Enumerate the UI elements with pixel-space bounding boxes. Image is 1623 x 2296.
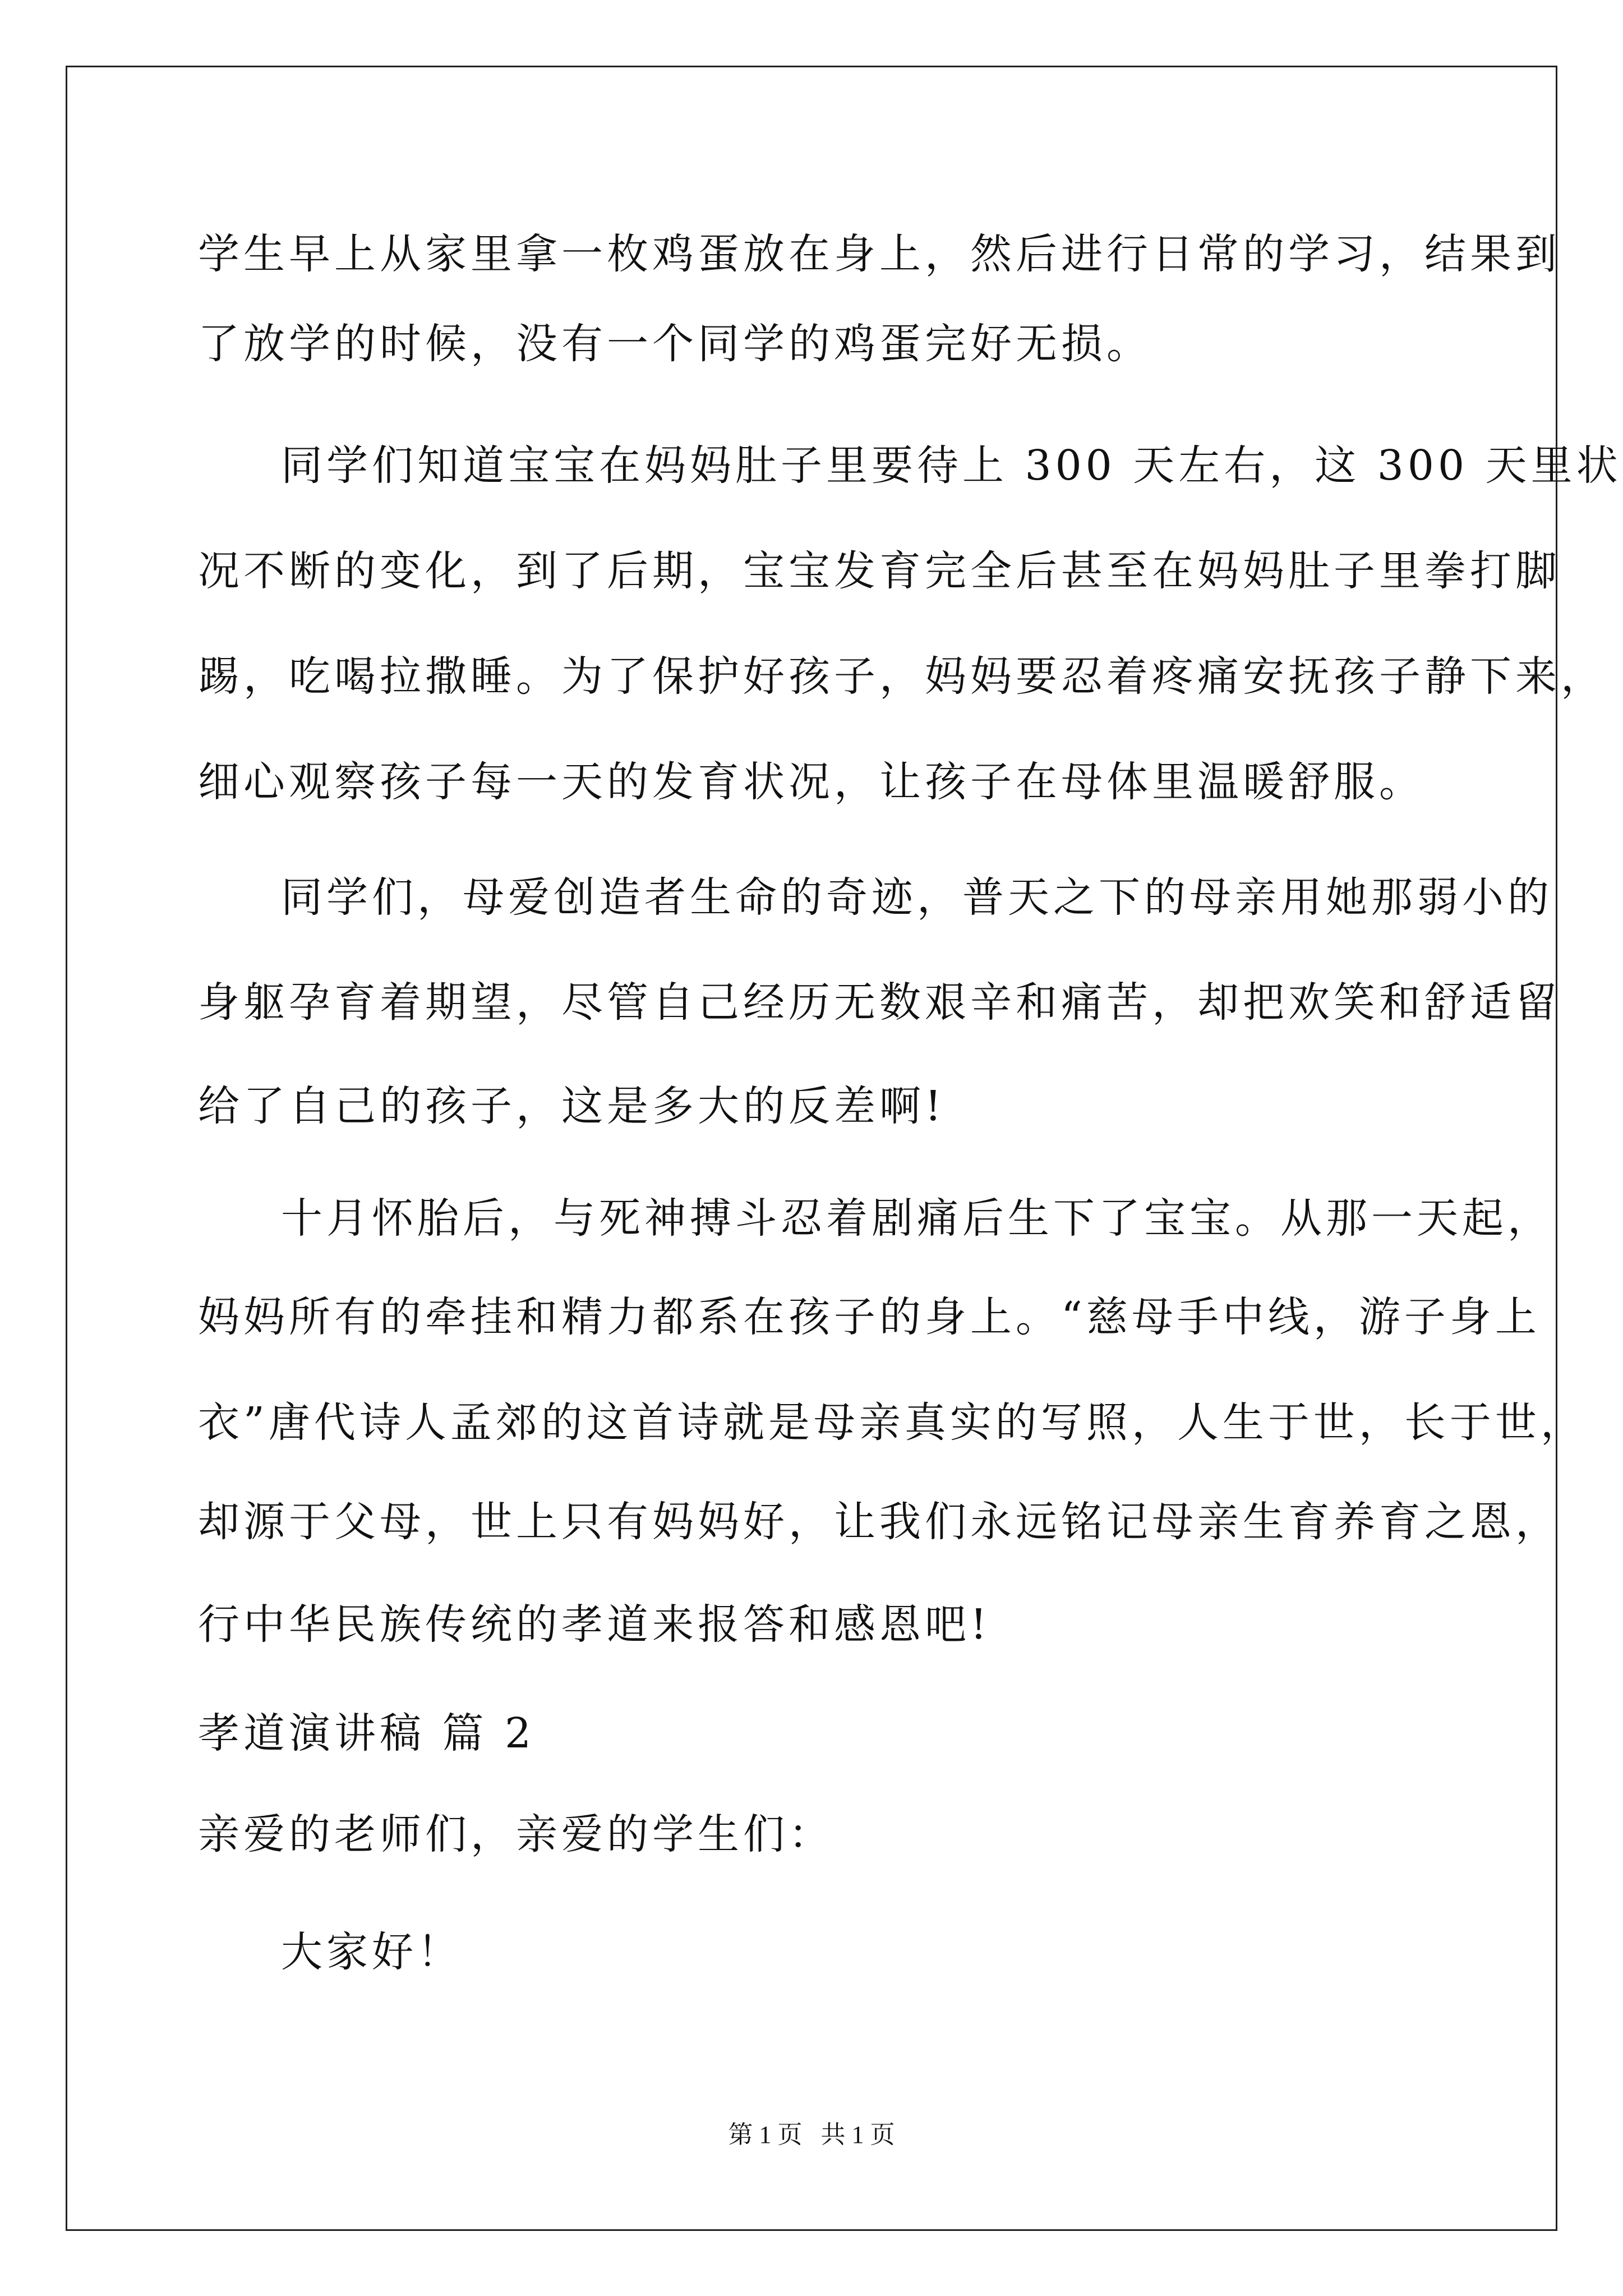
paragraph-line: 给了自己的孩子，这是多大的反差啊!	[198, 1082, 946, 1130]
paragraph-line: 学生早上从家里拿一枚鸡蛋放在身上，然后进行日常的学习，结果到	[198, 230, 1561, 278]
paragraph-line: 却源于父母，世上只有妈妈好，让我们永远铭记母亲生育养育之恩，	[198, 1498, 1561, 1546]
page-border	[66, 66, 1557, 2231]
paragraph-line: 细心观察孩子每一天的发育状况，让孩子在母体里温暖舒服。	[198, 758, 1424, 806]
paragraph-line: 同学们知道宝宝在妈妈肚子里要待上 300 天左右，这 300 天里状	[281, 441, 1622, 490]
paragraph-line: 了放学的时候，没有一个同学的鸡蛋完好无损。	[198, 320, 1152, 368]
section-heading: 孝道演讲稿 篇 2	[198, 1709, 536, 1757]
paragraph-line: 衣”唐代诗人孟郊的这首诗就是母亲真实的写照，人生于世，长于世，	[198, 1398, 1586, 1447]
paragraph-line: 踢，吃喝拉撒睡。为了保护好孩子，妈妈要忍着疼痛安抚孩子静下来，	[198, 652, 1606, 701]
paragraph-line: 妈妈所有的牵挂和精力都系在孩子的身上。“慈母手中线，游子身上	[198, 1293, 1541, 1341]
salutation-line: 亲爱的老师们，亲爱的学生们：	[198, 1810, 834, 1858]
greeting-line: 大家好！	[281, 1928, 463, 1976]
paragraph-line: 十月怀胎后，与死神搏斗忍着剧痛后生下了宝宝。从那一天起，	[281, 1194, 1553, 1243]
paragraph-line: 行中华民族传统的孝道来报答和感恩吧!	[198, 1600, 991, 1649]
page-footer: 第 1 页 共 1 页	[728, 2121, 895, 2148]
paragraph-line: 况不断的变化，到了后期，宝宝发育完全后甚至在妈妈肚子里拳打脚	[198, 547, 1561, 595]
paragraph-line: 同学们，母爱创造者生命的奇迹，普天之下的母亲用她那弱小的	[281, 873, 1553, 922]
paragraph-line: 身躯孕育着期望，尽管自己经历无数艰辛和痛苦，却把欢笑和舒适留	[198, 978, 1561, 1027]
